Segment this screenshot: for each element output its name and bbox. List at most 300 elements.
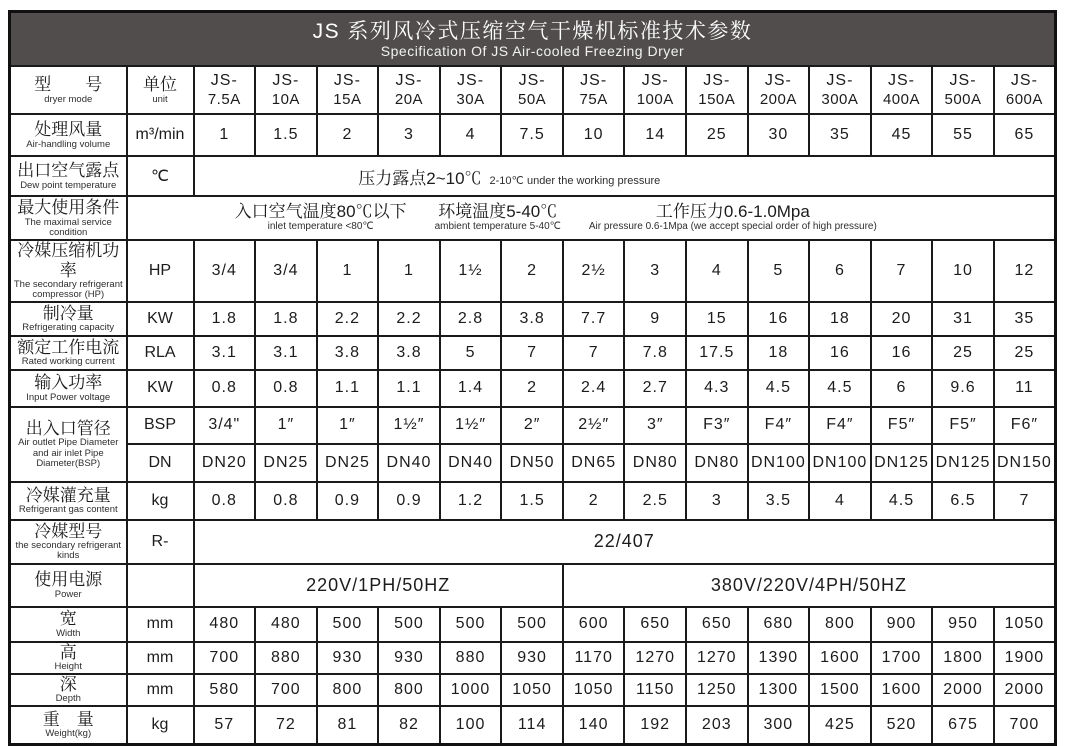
unit-cell: RLA bbox=[127, 336, 194, 370]
spec-cell: 1.1 bbox=[378, 370, 440, 407]
spec-cell: 20 bbox=[871, 302, 933, 336]
unit-cell: DN bbox=[127, 444, 194, 482]
spec-cell: DN150 bbox=[994, 444, 1056, 482]
unit-cell: ℃ bbox=[127, 156, 194, 196]
spec-cell: 900 bbox=[871, 607, 933, 642]
model-prefix: JS- bbox=[272, 72, 300, 89]
unit-cell: mm bbox=[127, 607, 194, 642]
spec-cell: 25 bbox=[932, 336, 994, 370]
spec-cell: 15 bbox=[686, 302, 748, 336]
spec-cell: 2½ bbox=[563, 240, 625, 302]
model-prefix: JS- bbox=[457, 72, 485, 89]
merged-value-cell: 22/407 bbox=[194, 520, 1056, 564]
spec-cell: 9.6 bbox=[932, 370, 994, 407]
spec-cell: 880 bbox=[255, 642, 317, 674]
spec-cell: 2 bbox=[563, 482, 625, 520]
unit-cell: mm bbox=[127, 642, 194, 674]
spec-cell: DN40 bbox=[440, 444, 502, 482]
row-label-zh: 额定工作电流 bbox=[17, 337, 120, 357]
spec-cell: 0.8 bbox=[194, 482, 256, 520]
model-name: 30A bbox=[456, 91, 485, 108]
table-row bbox=[10, 302, 1056, 336]
spec-cell: 500 bbox=[378, 607, 440, 642]
spec-cell: 0.8 bbox=[194, 370, 256, 407]
spec-cell: 3/4 bbox=[255, 240, 317, 302]
spec-cell: DN100 bbox=[809, 444, 871, 482]
spec-cell: 55 bbox=[932, 114, 994, 156]
condition-zh: 环境温度5-40℃ bbox=[438, 202, 558, 222]
row-label-en: Input Power voltage bbox=[26, 391, 111, 403]
spec-cell: 17.5 bbox=[686, 336, 748, 370]
table-row bbox=[10, 240, 1056, 302]
spec-cell: 11 bbox=[994, 370, 1056, 407]
spec-cell: 1 bbox=[378, 240, 440, 302]
spec-cell: 1500 bbox=[809, 674, 871, 706]
unit-cell: mm bbox=[127, 674, 194, 706]
model-header-150A bbox=[686, 66, 748, 114]
condition-en: Air pressure 0.6-1Mpa (we accept special order of high pressure) bbox=[588, 221, 877, 233]
spec-cell: 1600 bbox=[809, 642, 871, 674]
row-label-zh: 制冷量 bbox=[42, 303, 94, 323]
unit-cell: R- bbox=[127, 520, 194, 564]
spec-cell: 0.8 bbox=[255, 482, 317, 520]
spec-cell: F6″ bbox=[994, 407, 1056, 444]
spec-cell: 0.8 bbox=[255, 370, 317, 407]
spec-cell: 1250 bbox=[686, 674, 748, 706]
row-label-refkind bbox=[10, 520, 127, 564]
model-prefix: JS- bbox=[764, 72, 792, 89]
spec-table bbox=[8, 10, 1057, 746]
row-label-zh: 使用电源 bbox=[34, 570, 103, 590]
row-label-width bbox=[10, 607, 127, 642]
condition-en: ambient temperature 5-40℃ bbox=[434, 221, 561, 233]
spec-cell: 16 bbox=[871, 336, 933, 370]
model-header-15A bbox=[317, 66, 379, 114]
model-header-7.5A bbox=[194, 66, 256, 114]
spec-cell: 2 bbox=[501, 370, 563, 407]
row-label-current bbox=[10, 336, 127, 370]
spec-cell: 2000 bbox=[994, 674, 1056, 706]
spec-cell: 7 bbox=[501, 336, 563, 370]
table-row bbox=[10, 156, 1056, 196]
spec-cell: 0.9 bbox=[378, 482, 440, 520]
spec-cell: 500 bbox=[440, 607, 502, 642]
spec-cell: 1″ bbox=[255, 407, 317, 444]
model-header-50A bbox=[501, 66, 563, 114]
unit-cell: kg bbox=[127, 482, 194, 520]
spec-cell: F4″ bbox=[809, 407, 871, 444]
model-header-100A bbox=[624, 66, 686, 114]
spec-cell: 520 bbox=[871, 706, 933, 745]
row-label-compressor bbox=[10, 240, 127, 302]
spec-cell: 3.1 bbox=[194, 336, 256, 370]
unit-cell: BSP bbox=[127, 407, 194, 444]
spec-cell: 480 bbox=[194, 607, 256, 642]
spec-cell: F5″ bbox=[932, 407, 994, 444]
model-header-400A bbox=[871, 66, 933, 114]
model-prefix: JS- bbox=[826, 72, 854, 89]
spec-cell: 300 bbox=[748, 706, 810, 745]
unit-header-zh: 单位 bbox=[143, 75, 177, 95]
spec-cell: 7.5 bbox=[501, 114, 563, 156]
spec-cell: 880 bbox=[440, 642, 502, 674]
model-prefix: JS- bbox=[210, 72, 238, 89]
model-name: 400A bbox=[882, 91, 920, 108]
condition-zh: 入口空气温度80℃以下 bbox=[234, 202, 407, 222]
row-label-maxcond bbox=[10, 196, 127, 240]
model-prefix: JS- bbox=[887, 72, 915, 89]
model-header-30A bbox=[440, 66, 502, 114]
spec-cell: DN80 bbox=[686, 444, 748, 482]
spec-cell: 1050 bbox=[994, 607, 1056, 642]
model-header-cell bbox=[10, 66, 127, 114]
model-prefix: JS- bbox=[580, 72, 608, 89]
model-name: 200A bbox=[759, 91, 797, 108]
unit-header-cell bbox=[127, 66, 194, 114]
row-label-zh: 最大使用条件 bbox=[17, 197, 120, 217]
table-row bbox=[10, 336, 1056, 370]
spec-cell: 1700 bbox=[871, 642, 933, 674]
spec-cell: 1800 bbox=[932, 642, 994, 674]
spec-cell: 1½″ bbox=[440, 407, 502, 444]
spec-cell: 2.7 bbox=[624, 370, 686, 407]
spec-cell: DN125 bbox=[932, 444, 994, 482]
spec-cell: 1900 bbox=[994, 642, 1056, 674]
spec-cell: 1.8 bbox=[255, 302, 317, 336]
spec-cell: 680 bbox=[748, 607, 810, 642]
spec-cell: 6.5 bbox=[932, 482, 994, 520]
spec-cell: 82 bbox=[378, 706, 440, 745]
spec-cell: 4.3 bbox=[686, 370, 748, 407]
spec-cell: 4 bbox=[440, 114, 502, 156]
row-label-dewpoint bbox=[10, 156, 127, 196]
spec-cell: 1050 bbox=[501, 674, 563, 706]
spec-cell: 1.1 bbox=[317, 370, 379, 407]
row-label-zh: 宽 bbox=[59, 609, 77, 629]
power-supply-cell: 220V/1PH/50HZ bbox=[194, 564, 563, 607]
spec-cell: 1½″ bbox=[378, 407, 440, 444]
row-label-en: Air-handling volume bbox=[26, 138, 111, 150]
header-row bbox=[10, 66, 1056, 114]
model-name: 7.5A bbox=[207, 91, 241, 108]
spec-cell: F3″ bbox=[686, 407, 748, 444]
condition-segment bbox=[435, 203, 561, 232]
spec-cell: 7 bbox=[563, 336, 625, 370]
spec-cell: 3.8 bbox=[317, 336, 379, 370]
spec-cell: 1000 bbox=[440, 674, 502, 706]
condition-segment bbox=[589, 203, 877, 232]
unit-cell: KW bbox=[127, 370, 194, 407]
spec-cell: DN25 bbox=[317, 444, 379, 482]
spec-cell: 580 bbox=[194, 674, 256, 706]
table-row bbox=[10, 114, 1056, 156]
spec-cell: 1170 bbox=[563, 642, 625, 674]
spec-cell: 800 bbox=[378, 674, 440, 706]
row-label-zh: 深 bbox=[59, 674, 77, 694]
spec-cell: 9 bbox=[624, 302, 686, 336]
spec-cell: 65 bbox=[994, 114, 1056, 156]
condition-wrap bbox=[128, 203, 1055, 232]
spec-cell: F4″ bbox=[748, 407, 810, 444]
spec-cell: DN50 bbox=[501, 444, 563, 482]
table-row bbox=[10, 642, 1056, 674]
table-row bbox=[10, 407, 1056, 444]
row-label-en: Weight(kg) bbox=[45, 728, 92, 740]
spec-cell: 7 bbox=[871, 240, 933, 302]
spec-cell: 3 bbox=[624, 240, 686, 302]
spec-cell: 7.8 bbox=[624, 336, 686, 370]
model-prefix: JS- bbox=[949, 72, 977, 89]
row-label-capacity bbox=[10, 302, 127, 336]
spec-cell: 950 bbox=[932, 607, 994, 642]
spec-cell: 30 bbox=[748, 114, 810, 156]
spec-cell: 1 bbox=[194, 114, 256, 156]
row-label-power bbox=[10, 564, 127, 607]
row-label-en: Dew point temperature bbox=[20, 179, 117, 191]
spec-cell: F5″ bbox=[871, 407, 933, 444]
spec-cell: 930 bbox=[501, 642, 563, 674]
unit-cell: KW bbox=[127, 302, 194, 336]
condition-segment bbox=[235, 203, 407, 232]
spec-cell: 140 bbox=[563, 706, 625, 745]
row-label-en: Refrigerant gas content bbox=[18, 504, 118, 516]
spec-cell: 4.5 bbox=[871, 482, 933, 520]
row-label-gas bbox=[10, 482, 127, 520]
model-header-en: dryer mode bbox=[44, 93, 93, 105]
spec-cell: 45 bbox=[871, 114, 933, 156]
condition-cell bbox=[127, 196, 1056, 240]
spec-cell: 7.7 bbox=[563, 302, 625, 336]
spec-cell: 192 bbox=[624, 706, 686, 745]
table-row bbox=[10, 607, 1056, 642]
model-header-zh: 型 号 bbox=[34, 75, 103, 95]
model-header-75A bbox=[563, 66, 625, 114]
row-label-zh: 高 bbox=[59, 642, 77, 662]
spec-cell: 2.2 bbox=[378, 302, 440, 336]
spec-cell: 500 bbox=[317, 607, 379, 642]
row-label-en: Width bbox=[56, 627, 81, 639]
spec-cell: 25 bbox=[994, 336, 1056, 370]
row-label-zh: 出入口管径 bbox=[25, 418, 111, 438]
spec-cell: 1.5 bbox=[255, 114, 317, 156]
spec-cell: 10 bbox=[932, 240, 994, 302]
spec-cell: 35 bbox=[809, 114, 871, 156]
spec-cell: 7 bbox=[994, 482, 1056, 520]
spec-cell: 1.2 bbox=[440, 482, 502, 520]
row-label-en: The secondary refrigerant compressor (HP) bbox=[13, 279, 123, 301]
row-label-depth bbox=[10, 674, 127, 706]
spec-cell: 425 bbox=[809, 706, 871, 745]
spec-cell: 480 bbox=[255, 607, 317, 642]
spec-cell: 1150 bbox=[624, 674, 686, 706]
spec-cell: 3.5 bbox=[748, 482, 810, 520]
model-name: 500A bbox=[944, 91, 982, 108]
spec-cell: 2000 bbox=[932, 674, 994, 706]
spec-cell: 4.5 bbox=[748, 370, 810, 407]
spec-cell: 4.5 bbox=[809, 370, 871, 407]
table-row bbox=[10, 520, 1056, 564]
spec-table-body bbox=[10, 114, 1056, 745]
spec-cell: 16 bbox=[748, 302, 810, 336]
condition-zh: 工作压力0.6-1.0Mpa bbox=[655, 202, 810, 222]
model-prefix: JS- bbox=[333, 72, 361, 89]
spec-cell: DN80 bbox=[624, 444, 686, 482]
spec-cell: 6 bbox=[871, 370, 933, 407]
row-label-zh: 出口空气露点 bbox=[17, 161, 120, 181]
model-name: 600A bbox=[1005, 91, 1043, 108]
spec-cell: 3″ bbox=[624, 407, 686, 444]
spec-cell: 1.5 bbox=[501, 482, 563, 520]
unit-cell: m³/min bbox=[127, 114, 194, 156]
table-title-bar bbox=[10, 12, 1056, 67]
row-label-en: Height bbox=[54, 661, 82, 673]
power-supply-cell: 380V/220V/4PH/50HZ bbox=[563, 564, 1056, 607]
spec-cell: DN20 bbox=[194, 444, 256, 482]
spec-cell: DN40 bbox=[378, 444, 440, 482]
spec-cell: DN100 bbox=[748, 444, 810, 482]
page-title-en: Specification Of JS Air-cooled Freezing Dryer bbox=[380, 42, 685, 59]
spec-cell: 930 bbox=[317, 642, 379, 674]
table-row bbox=[10, 706, 1056, 745]
spec-cell: 500 bbox=[501, 607, 563, 642]
spec-cell: 6 bbox=[809, 240, 871, 302]
note-en: 2-10℃ under the working pressure bbox=[489, 174, 661, 187]
spec-cell: 31 bbox=[932, 302, 994, 336]
table-row bbox=[10, 196, 1056, 240]
spec-cell: 2.5 bbox=[624, 482, 686, 520]
table-row bbox=[10, 444, 1056, 482]
spec-cell: 18 bbox=[809, 302, 871, 336]
spec-cell: 5 bbox=[748, 240, 810, 302]
spec-cell: DN125 bbox=[871, 444, 933, 482]
condition-en: inlet temperature <80℃ bbox=[267, 221, 374, 233]
row-label-zh: 冷媒压缩机功率 bbox=[17, 241, 120, 280]
spec-cell: 203 bbox=[686, 706, 748, 745]
spec-cell: DN65 bbox=[563, 444, 625, 482]
spec-cell: 1050 bbox=[563, 674, 625, 706]
model-header-10A bbox=[255, 66, 317, 114]
unit-cell bbox=[127, 564, 194, 607]
row-label-zh: 处理风量 bbox=[34, 120, 103, 140]
unit-header-en: unit bbox=[152, 93, 168, 105]
spec-cell: 700 bbox=[994, 706, 1056, 745]
model-name: 15A bbox=[333, 91, 362, 108]
spec-cell: 1½ bbox=[440, 240, 502, 302]
row-label-en: Rated working current bbox=[21, 356, 115, 368]
row-label-zh: 输入功率 bbox=[34, 373, 103, 393]
spec-cell: 1600 bbox=[871, 674, 933, 706]
spec-cell: 100 bbox=[440, 706, 502, 745]
row-label-en: the secondary refrigerant kinds bbox=[15, 540, 122, 562]
spec-cell: 3.8 bbox=[378, 336, 440, 370]
model-header-500A bbox=[932, 66, 994, 114]
spec-cell: 4 bbox=[809, 482, 871, 520]
spec-cell: 2″ bbox=[501, 407, 563, 444]
model-name: 10A bbox=[271, 91, 300, 108]
model-header-600A bbox=[994, 66, 1056, 114]
model-prefix: JS- bbox=[395, 72, 423, 89]
spec-cell: 72 bbox=[255, 706, 317, 745]
spec-cell: 700 bbox=[255, 674, 317, 706]
model-name: 50A bbox=[517, 91, 547, 108]
spec-cell: 2.2 bbox=[317, 302, 379, 336]
spec-cell: 12 bbox=[994, 240, 1056, 302]
model-prefix: JS- bbox=[1010, 72, 1038, 89]
row-label-airflow bbox=[10, 114, 127, 156]
row-label-zh: 冷媒灌充量 bbox=[25, 485, 111, 505]
spec-cell: 2 bbox=[317, 114, 379, 156]
spec-cell: 600 bbox=[563, 607, 625, 642]
spec-cell: 800 bbox=[317, 674, 379, 706]
spec-cell: 3.8 bbox=[501, 302, 563, 336]
spec-cell: 4 bbox=[686, 240, 748, 302]
spec-cell: 700 bbox=[194, 642, 256, 674]
spec-cell: 3 bbox=[686, 482, 748, 520]
spec-cell: 1 bbox=[317, 240, 379, 302]
row-label-en: Air outlet Pipe Diameter and air inlet Pipe Diameter(BSP) bbox=[18, 437, 119, 469]
row-label-en: Refrigerating capacity bbox=[22, 322, 115, 334]
model-header-300A bbox=[809, 66, 871, 114]
spec-cell: 35 bbox=[994, 302, 1056, 336]
row-label-inputpower bbox=[10, 370, 127, 407]
spec-cell: 930 bbox=[378, 642, 440, 674]
spec-cell: 1300 bbox=[748, 674, 810, 706]
model-name: 150A bbox=[698, 91, 736, 108]
model-header-20A bbox=[378, 66, 440, 114]
unit-cell: HP bbox=[127, 240, 194, 302]
spec-cell: 114 bbox=[501, 706, 563, 745]
model-prefix: JS- bbox=[703, 72, 731, 89]
spec-cell: 1.8 bbox=[194, 302, 256, 336]
row-label-height bbox=[10, 642, 127, 674]
spec-cell: 3 bbox=[378, 114, 440, 156]
merged-note-cell bbox=[194, 156, 1056, 196]
spec-cell: 1″ bbox=[317, 407, 379, 444]
spec-cell: 2 bbox=[501, 240, 563, 302]
spec-cell: 25 bbox=[686, 114, 748, 156]
spec-cell: 675 bbox=[932, 706, 994, 745]
unit-cell: kg bbox=[127, 706, 194, 745]
spec-cell: 800 bbox=[809, 607, 871, 642]
table-row bbox=[10, 370, 1056, 407]
spec-cell: 2½″ bbox=[563, 407, 625, 444]
model-header-200A bbox=[748, 66, 810, 114]
spec-cell: 3/4" bbox=[194, 407, 256, 444]
spec-cell: 14 bbox=[624, 114, 686, 156]
model-name: 300A bbox=[821, 91, 859, 108]
model-name: 75A bbox=[579, 91, 608, 108]
spec-cell: 18 bbox=[748, 336, 810, 370]
spec-cell: 57 bbox=[194, 706, 256, 745]
table-row bbox=[10, 674, 1056, 706]
spec-cell: 2.8 bbox=[440, 302, 502, 336]
spec-cell: 1270 bbox=[624, 642, 686, 674]
spec-cell: 1.4 bbox=[440, 370, 502, 407]
spec-cell: 1390 bbox=[748, 642, 810, 674]
page-title-zh: JS 系列风冷式压缩空气干燥机标准技术参数 bbox=[312, 19, 753, 43]
title-row bbox=[10, 12, 1056, 67]
spec-cell: 16 bbox=[809, 336, 871, 370]
note-zh: 压力露点2~10℃ bbox=[358, 168, 482, 188]
row-label-en: The maximal service condition bbox=[24, 216, 112, 238]
row-label-pipe bbox=[10, 407, 127, 482]
spec-cell: 3.1 bbox=[255, 336, 317, 370]
row-label-en: Depth bbox=[55, 693, 81, 705]
spec-cell: 5 bbox=[440, 336, 502, 370]
spec-cell: 3/4 bbox=[194, 240, 256, 302]
model-prefix: JS- bbox=[518, 72, 546, 89]
model-name: 100A bbox=[636, 91, 674, 108]
